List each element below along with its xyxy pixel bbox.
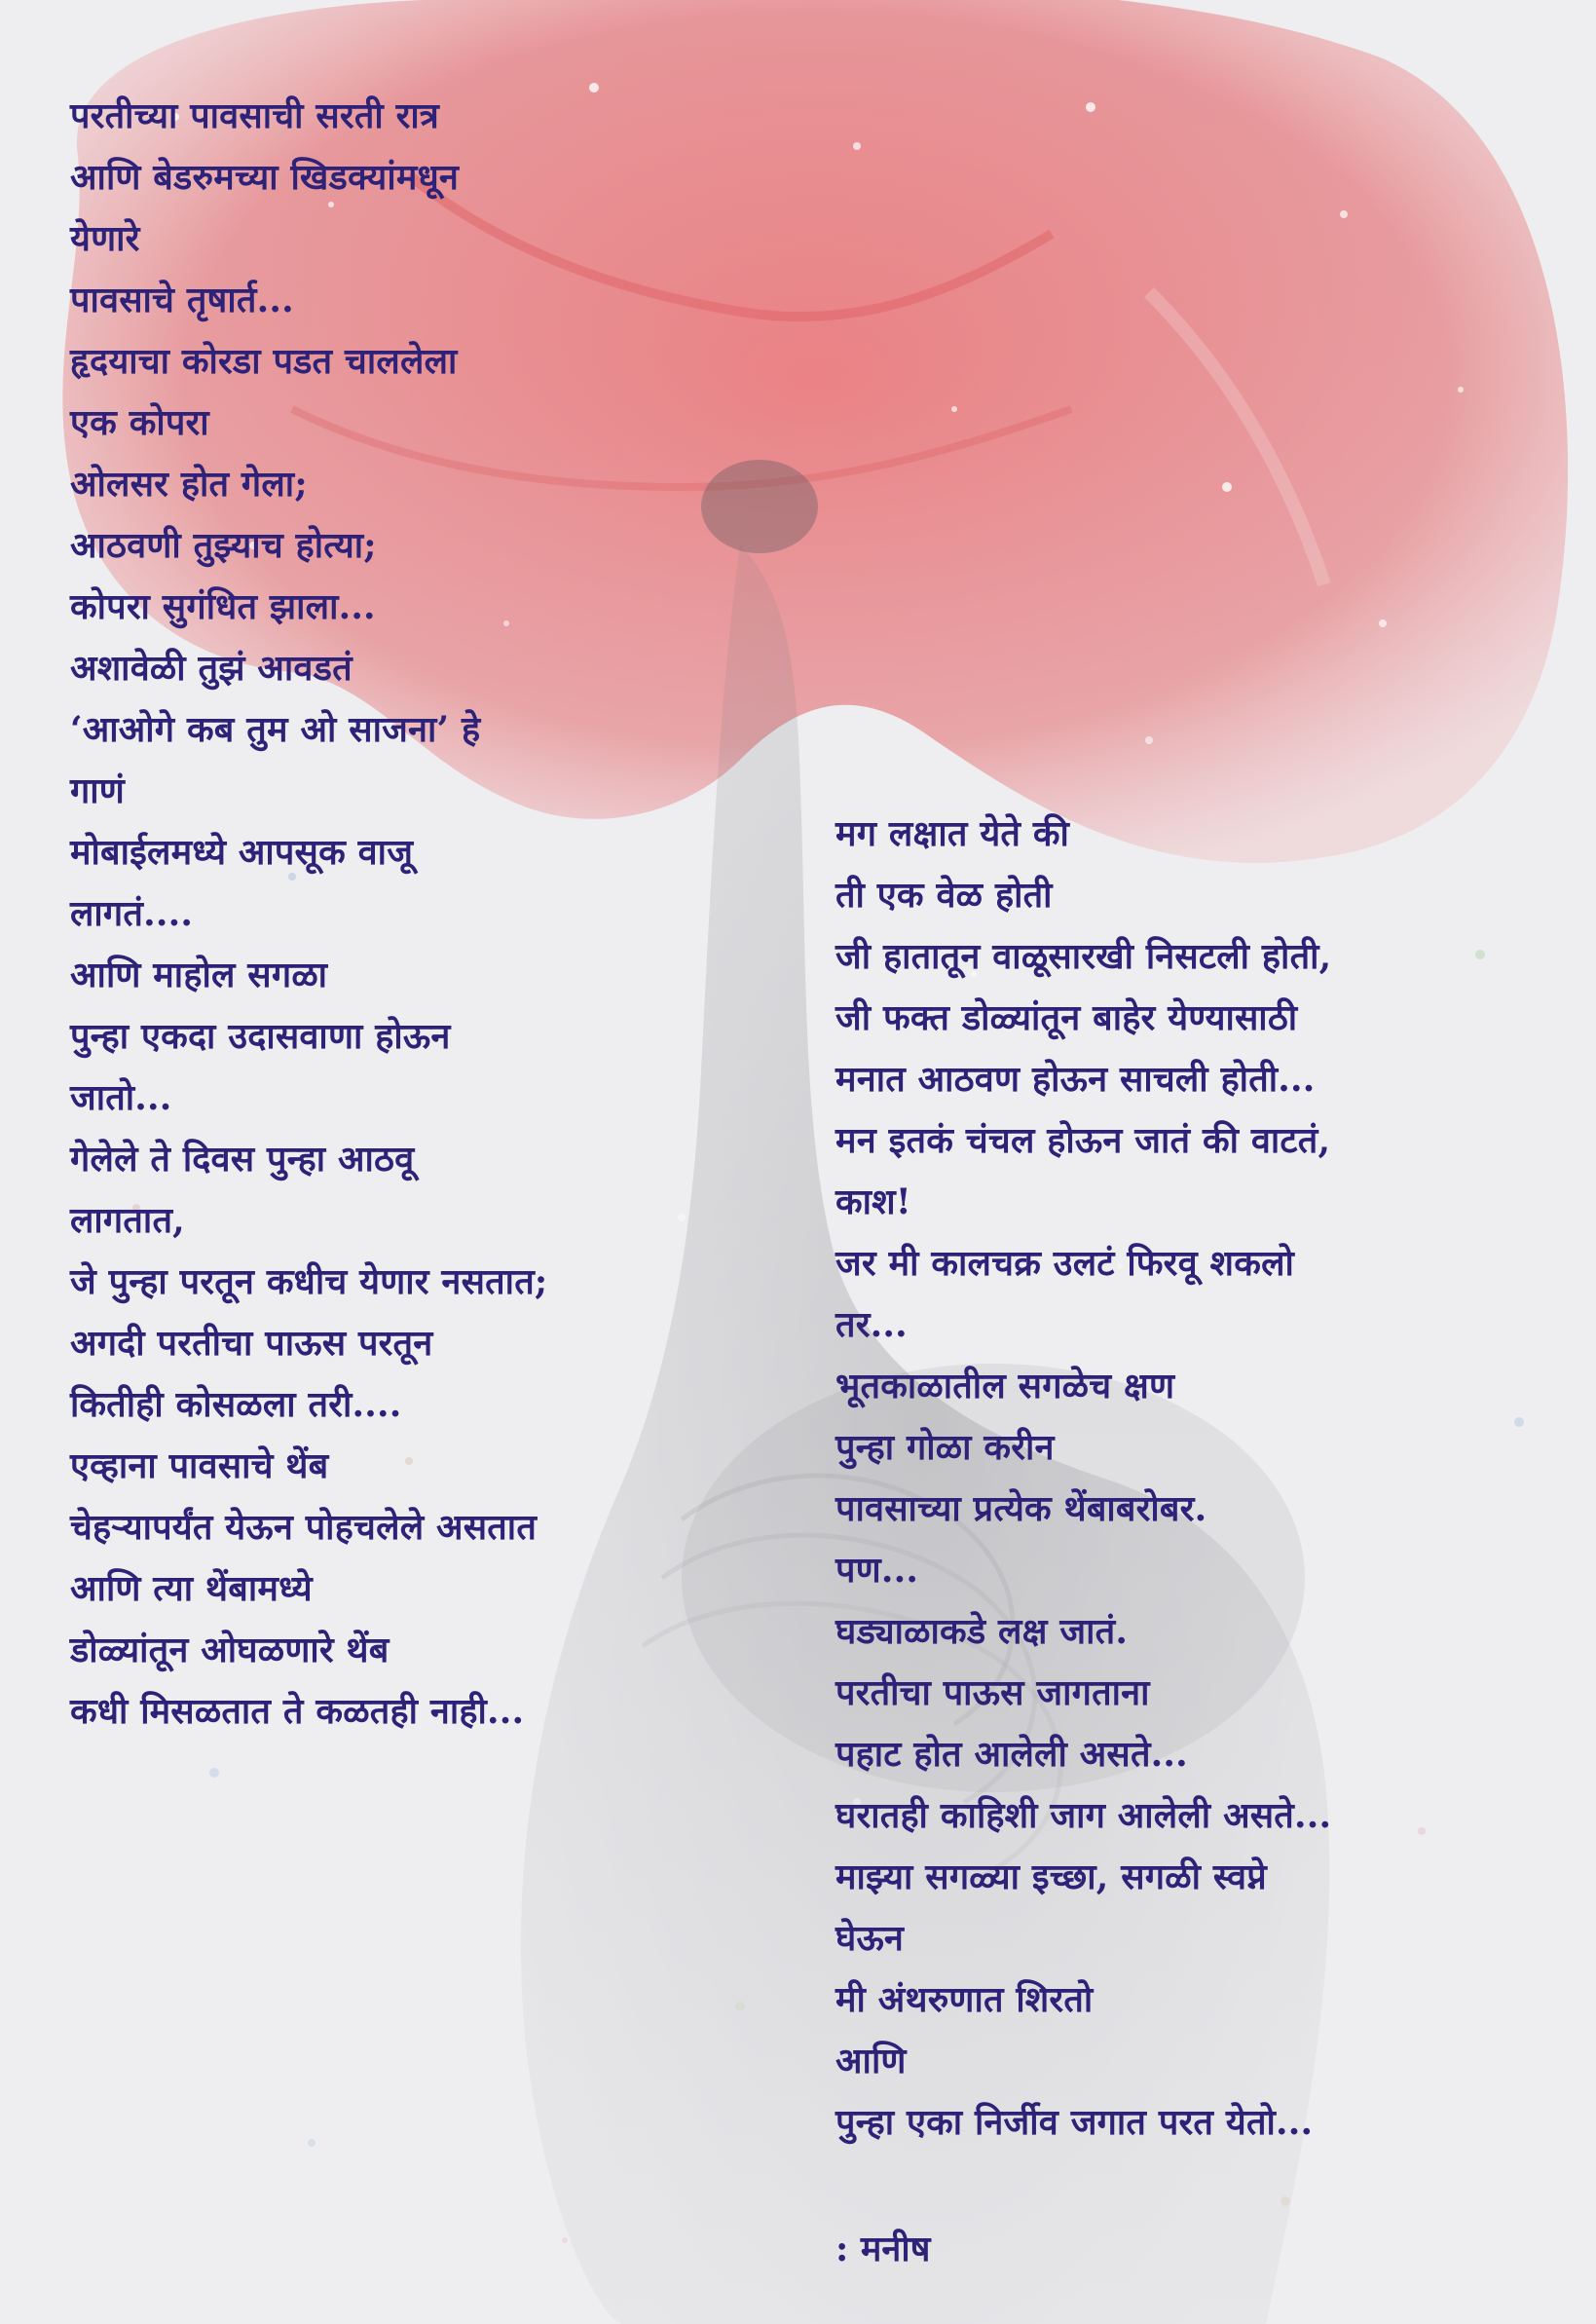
poem-line: एव्हाना पावसाचे थेंब (70, 1445, 329, 1486)
poem-line: पुन्हा गोळा करीन (835, 1427, 1055, 1468)
poem-line: जी हातातून वाळूसारखी निसटली होती, (835, 936, 1332, 977)
poem-line: ती एक वेळ होती (835, 875, 1053, 916)
poem-line: पावसाचे तृषार्त... (70, 280, 294, 320)
poem-line: अगदी परतीचा पाऊस परतून (70, 1323, 433, 1364)
poem-left-column (70, 86, 752, 1743)
poem-line: हृदयाचा कोरडा पडत चाललेला (70, 341, 458, 382)
poem-line: मग लक्षात येते की (835, 813, 1070, 854)
poem-line: माझ्या सगळ्या इच्छा, सगळी स्वप्ने (835, 1856, 1267, 1897)
poem-line: घेऊन (835, 1918, 905, 1959)
poem-line: घड्याळाकडे लक्ष जातं. (835, 1611, 1129, 1652)
poem-line: मी अंथरुणात शिरतो (835, 1979, 1094, 2020)
poem-line: आणि बेडरुमच्या खिडक्यांमधून (70, 157, 460, 198)
poem-line: पहाट होत आलेली असते... (835, 1734, 1188, 1775)
poem-line: डोळ्यांतून ओघळणारे थेंब (70, 1630, 390, 1670)
author-signature: : मनीष (835, 2229, 931, 2269)
poem-line: काश! (835, 1181, 911, 1222)
poem-line: पावसाच्या प्रत्येक थेंबाबरोबर. (835, 1488, 1207, 1529)
poem-line: गेलेले ते दिवस पुन्हा आठवू (70, 1139, 415, 1180)
poem-line: आणि माहोल सगळा (70, 955, 328, 995)
poem-line: तर... (835, 1304, 908, 1345)
poem-line: घरातही काहिशी जाग आलेली असते... (835, 1795, 1332, 1836)
poem-line: मोबाईलमध्ये आपसूक वाजू (70, 832, 414, 873)
poem-line: जर मी कालचक्र उलटं फिरवू शकलो (835, 1243, 1295, 1284)
poem-line: जातो... (70, 1077, 172, 1118)
poem-line: परतीच्या पावसाची सरती रात्र (70, 95, 439, 136)
poem-line: जे पुन्हा परतून कधीच येणार नसतात; (70, 1261, 548, 1302)
poem-line: पुन्हा एकदा उदासवाणा होऊन (70, 1016, 451, 1057)
poem-line: कितीही कोसळला तरी.... (70, 1384, 402, 1425)
poem-line: अशावेळी तुझं आवडतं (70, 648, 353, 689)
poem-line: कधी मिसळतात ते कळतही नाही... (70, 1691, 525, 1732)
poem-line: पुन्हा एका निर्जीव जगात परत येतो... (835, 2102, 1314, 2143)
poem-line: ओलसर होत गेला; (70, 464, 308, 505)
poem-line: कोपरा सुगंधित झाला... (70, 586, 376, 627)
poem-line: मनात आठवण होऊन साचली होती... (835, 1059, 1316, 1100)
poem-line: भूतकाळातील सगळेच क्षण (835, 1366, 1175, 1406)
poem-line: आणि त्या थेंबामध्ये (70, 1568, 313, 1609)
poem-line: पण... (835, 1550, 919, 1591)
poem-line: एक कोपरा (70, 402, 209, 443)
poem-line: लागतं.... (70, 893, 194, 934)
poem-line: येणारे (70, 218, 140, 259)
poem-line: ‘आओगे कब तुम ओ साजना’ हे (70, 709, 481, 750)
poem-line: लागतात, (70, 1200, 185, 1241)
poem-line: परतीचा पाऊस जागताना (835, 1672, 1150, 1713)
poem-line: जी फक्त डोळ्यांतून बाहेर येण्यासाठी (835, 997, 1298, 1038)
poem-right-column (835, 804, 1556, 2154)
poem-line: चेहऱ्यापर्यंत येऊन पोहचलेले असतात (70, 1507, 538, 1548)
poem-line: आठवणी तुझ्याच होत्या; (70, 525, 377, 566)
poem-line: आणि (835, 2041, 907, 2081)
poem-line: गाणं (70, 770, 126, 811)
poem-line: मन इतकं चंचल होऊन जातं की वाटतं, (835, 1120, 1331, 1161)
